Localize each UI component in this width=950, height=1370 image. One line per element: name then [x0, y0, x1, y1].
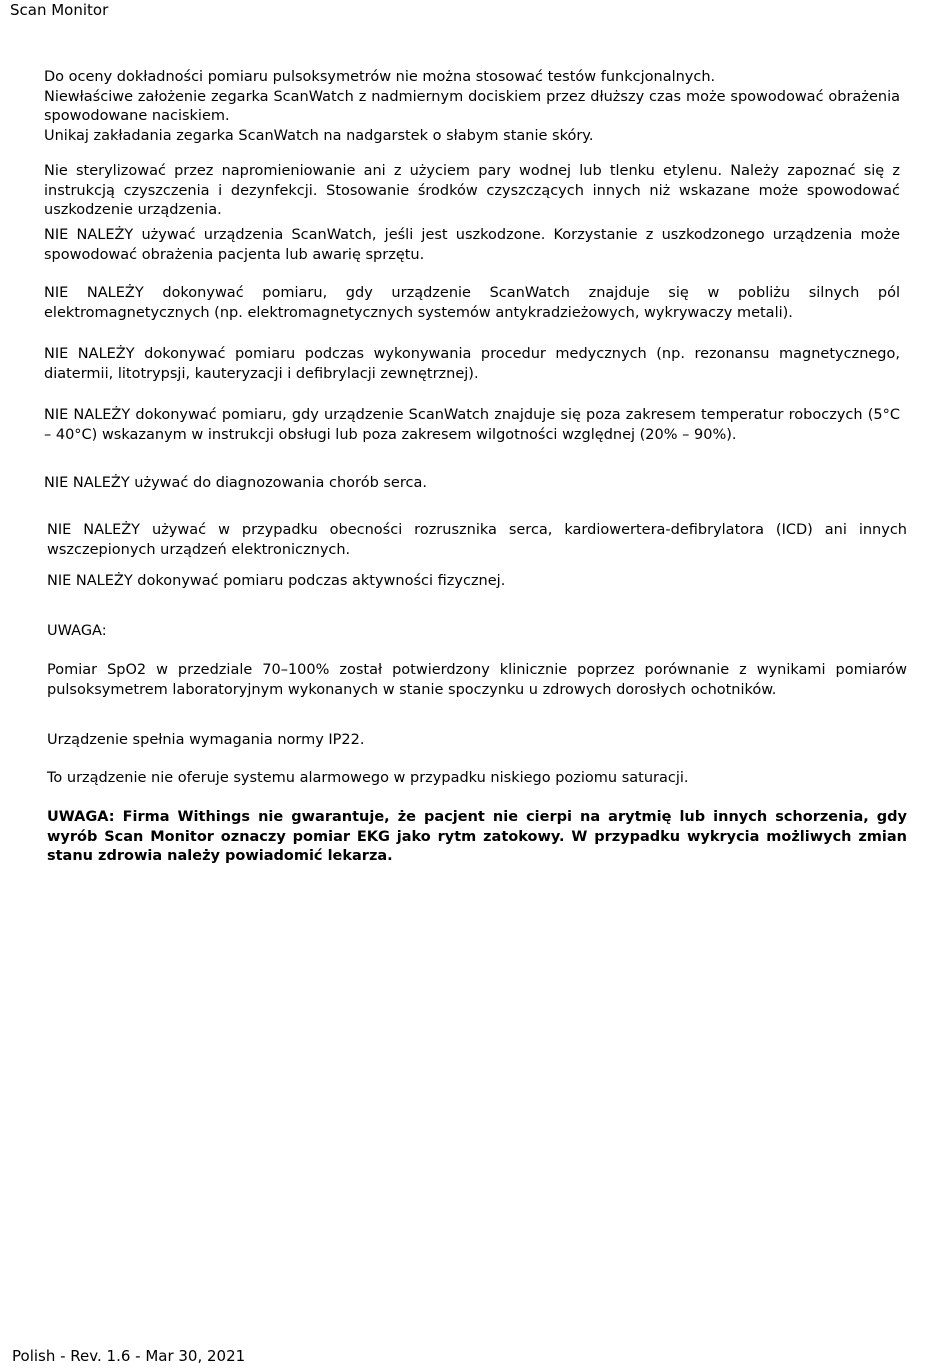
- heart-diagnosis-section: [44, 474, 900, 494]
- paragraph-sterilization: Nie sterylizować przez napromieniowanie ani z użyciem pary wodnej lub tlenku etylenu. Należy zapoznać się z instrukcją czyszczenia i dezynfekcji. Stosowanie środków czyszczących innych niż wskazane może spowodować uszkodzenie urządzenia.: [44, 163, 900, 218]
- damaged-device-section: [44, 226, 900, 265]
- paragraph-alarm: To urządzenie nie oferuje systemu alarmowego w przypadku niskiego poziomu saturacji.: [47, 770, 689, 786]
- paragraph-physical-activity: NIE NALEŻY dokonywać pomiaru podczas aktywności fizycznej.: [47, 573, 506, 589]
- spo2-section: [47, 661, 907, 700]
- alarm-section: [47, 769, 907, 789]
- paragraph-ip22: Urządzenie spełnia wymagania normy IP22.: [47, 732, 365, 748]
- warnings-section: [44, 68, 900, 146]
- pacemaker-section: [47, 521, 907, 560]
- medical-procedures-section: [44, 345, 900, 384]
- ip22-section: [47, 731, 907, 751]
- temperature-section: [44, 406, 900, 445]
- em-fields-section: [44, 284, 900, 323]
- note-heading: UWAGA:: [47, 623, 107, 639]
- paragraph-functional-tests: Do oceny dokładności pomiaru pulsoksymetrów nie można stosować testów funkcjonalnych.: [44, 69, 716, 85]
- paragraph-medical-procedures: NIE NALEŻY dokonywać pomiaru podczas wykonywania procedur medycznych (np. rezonansu magnetycznego, diatermii, litotrypsji, kauteryzacji i defibrylacji zewnętrznej).: [44, 346, 900, 382]
- paragraph-ecg-warning: UWAGA: Firma Withings nie gwarantuje, że pacjent nie cierpi na arytmię lub innych schorzenia, gdy wyrób Scan Monitor oznaczy pomiar EKG jako rytm zatokowy. W przypadku wykrycia możliwych zmian stanu zdrowia należy powiadomić lekarza.: [47, 809, 907, 864]
- sterilization-section: [44, 162, 900, 221]
- paragraph-damaged-device: NIE NALEŻY używać urządzenia ScanWatch, jeśli jest uszkodzone. Korzystanie z uszkodzonego urządzenia może spowodować obrażenia pacjenta lub awarię sprzętu.: [44, 227, 900, 263]
- paragraph-heart-diagnosis: NIE NALEŻY używać do diagnozowania chorób serca.: [44, 475, 427, 491]
- paragraph-spo2: Pomiar SpO2 w przedziale 70–100% został potwierdzony klinicznie poprzez porównanie z wynikami pomiarów pulsoksymetrem laboratoryjnym wykonanych w stanie spoczynku u zdrowych dorosłych ochotników.: [47, 662, 907, 698]
- page-header: Scan Monitor: [10, 1, 109, 19]
- paragraph-em-fields: NIE NALEŻY dokonywać pomiaru, gdy urządzenie ScanWatch znajduje się w pobliżu silnych pól elektromagnetycznych (np. elektromagnetycznych systemów antykradzieżowych, wykrywaczy metali).: [44, 285, 900, 321]
- paragraph-pressure-injury: Niewłaściwe założenie zegarka ScanWatch z nadmiernym dociskiem przez dłuższy czas może spowodować obrażenia spowodowane naciskiem.: [44, 88, 900, 124]
- paragraph-skin-condition: Unikaj zakładania zegarka ScanWatch na nadgarstek o słabym stanie skóry.: [44, 127, 594, 144]
- page-footer: Polish - Rev. 1.6 - Mar 30, 2021: [12, 1347, 246, 1365]
- note-heading-section: [47, 622, 907, 642]
- physical-activity-section: [47, 572, 907, 592]
- paragraph-pacemaker: NIE NALEŻY używać w przypadku obecności rozrusznika serca, kardiowertera-defibrylatora (ICD) ani innych wszczepionych urządzeń elektronicznych.: [47, 522, 907, 558]
- paragraph-temperature: NIE NALEŻY dokonywać pomiaru, gdy urządzenie ScanWatch znajduje się poza zakresem temperatur roboczych (5°C – 40°C) wskazanym w instrukcji obsługi lub poza zakresem wilgotności względnej (20% – 90%).: [44, 407, 900, 443]
- ecg-warning-section: [47, 808, 907, 867]
